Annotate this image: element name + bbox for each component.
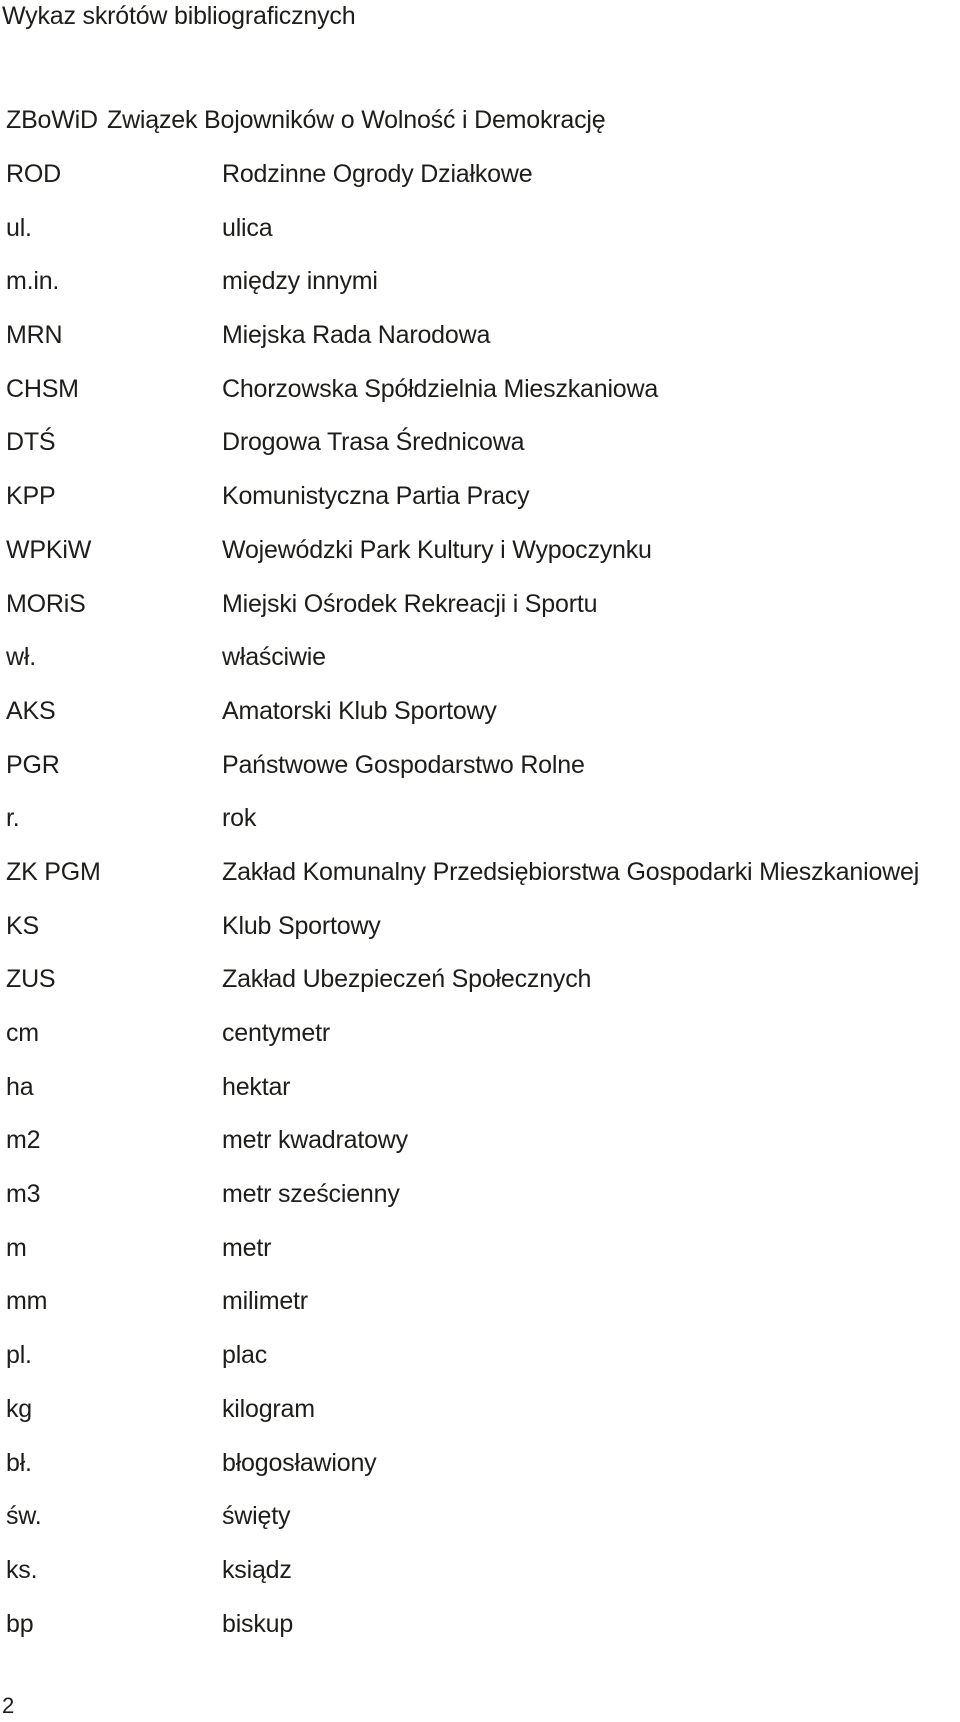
abbreviation: ks. bbox=[6, 1555, 38, 1584]
abbreviation-entry bbox=[6, 910, 919, 964]
abbreviation: MRN bbox=[6, 321, 63, 350]
abbreviation-entry bbox=[6, 1124, 919, 1178]
abbreviation: wł. bbox=[6, 643, 36, 672]
abbreviation: m2 bbox=[6, 1126, 41, 1155]
abbreviation: mm bbox=[6, 1287, 48, 1316]
abbreviation-entry bbox=[6, 104, 605, 136]
abbreviation-entry bbox=[6, 1393, 919, 1447]
abbreviation-expansion: Zakład Ubezpieczeń Społecznych bbox=[222, 965, 592, 994]
abbreviation: CHSM bbox=[6, 374, 79, 403]
abbreviation: KS bbox=[6, 911, 39, 940]
abbreviation-expansion: Chorzowska Spółdzielnia Mieszkaniowa bbox=[222, 374, 659, 403]
abbreviation-entry bbox=[6, 373, 919, 427]
abbreviation-entry bbox=[6, 856, 919, 910]
abbreviation-entry bbox=[6, 480, 919, 534]
abbreviation-expansion: Wojewódzki Park Kultury i Wypoczynku bbox=[222, 535, 652, 564]
abbreviation: ha bbox=[6, 1072, 34, 1101]
abbreviation-expansion: metr kwadratowy bbox=[222, 1126, 408, 1155]
abbreviation-entry bbox=[6, 1608, 919, 1662]
abbreviation-expansion: biskup bbox=[222, 1609, 294, 1638]
abbreviation-expansion: plac bbox=[222, 1341, 268, 1370]
abbreviation: pl. bbox=[6, 1341, 32, 1370]
abbreviation: cm bbox=[6, 1019, 39, 1047]
abbreviation-expansion: kilogram bbox=[222, 1394, 315, 1423]
abbreviation-entry bbox=[6, 1500, 919, 1554]
abbreviation-expansion: Miejski Ośrodek Rekreacji i Sportu bbox=[222, 589, 598, 618]
abbreviation: ul. bbox=[6, 213, 32, 242]
abbreviation-expansion: Klub Sportowy bbox=[222, 911, 381, 940]
abbreviation-expansion: Związek Bojowników o Wolność i Demokrację bbox=[107, 106, 606, 134]
abbreviation-entry bbox=[6, 695, 919, 749]
abbreviation-expansion: Miejska Rada Narodowa bbox=[222, 321, 491, 350]
abbreviation: MORiS bbox=[6, 589, 86, 618]
abbreviation-expansion: metr sześcienny bbox=[222, 1180, 400, 1209]
abbreviation-entry bbox=[6, 158, 919, 212]
abbreviation-entry bbox=[6, 534, 919, 588]
abbreviation-expansion: Państwowe Gospodarstwo Rolne bbox=[222, 750, 585, 779]
abbreviation: m.in. bbox=[6, 267, 60, 296]
abbreviation-expansion: milimetr bbox=[222, 1287, 308, 1316]
abbreviation: bp bbox=[6, 1609, 34, 1638]
abbreviation-entry bbox=[6, 1447, 919, 1501]
abbreviation-expansion: błogosławiony bbox=[222, 1448, 377, 1477]
abbreviation-expansion: Drogowa Trasa Średnicowa bbox=[222, 428, 525, 457]
abbreviation-expansion: metr bbox=[222, 1233, 272, 1262]
abbreviation: PGR bbox=[6, 750, 60, 779]
abbreviation-expansion: Zakład Komunalny Przedsiębiorstwa Gospodarki Mieszkaniowej bbox=[222, 857, 920, 886]
abbreviation-entry bbox=[6, 265, 919, 319]
abbreviation-expansion: właściwie bbox=[222, 643, 326, 672]
abbreviation-expansion: ulica bbox=[222, 213, 273, 242]
abbreviation-entry bbox=[6, 588, 919, 642]
abbreviation: kg bbox=[6, 1394, 33, 1423]
abbreviation: ROD bbox=[6, 160, 61, 188]
abbreviation-entry bbox=[6, 319, 919, 373]
abbreviation: KPP bbox=[6, 482, 56, 511]
abbreviation: ZBoWiD bbox=[6, 106, 98, 134]
abbreviation-entry bbox=[6, 1017, 919, 1071]
abbreviation-entry bbox=[6, 426, 919, 480]
page-title: Wykaz skrótów bibliograficznych bbox=[2, 2, 356, 30]
abbreviation: DTŚ bbox=[6, 428, 56, 457]
abbreviation-expansion: Komunistyczna Partia Pracy bbox=[222, 482, 530, 511]
abbreviation-entry bbox=[6, 1339, 919, 1393]
page-number: 2 bbox=[2, 1693, 15, 1718]
abbreviation-entry bbox=[6, 1178, 919, 1232]
abbreviation-entry bbox=[6, 802, 919, 856]
abbreviation: m3 bbox=[6, 1180, 41, 1209]
abbreviation-expansion: rok bbox=[222, 804, 257, 833]
abbreviation-expansion: centymetr bbox=[222, 1019, 330, 1047]
abbreviation: bł. bbox=[6, 1448, 32, 1477]
abbreviation: r. bbox=[6, 804, 20, 833]
abbreviation-list bbox=[6, 158, 919, 1661]
abbreviation: ZK PGM bbox=[6, 857, 101, 886]
abbreviation: m bbox=[6, 1233, 27, 1262]
abbreviation-entry bbox=[6, 212, 919, 266]
abbreviation-expansion: hektar bbox=[222, 1072, 291, 1101]
abbreviation: św. bbox=[6, 1502, 42, 1531]
abbreviation-entry bbox=[6, 1554, 919, 1608]
abbreviation-entry bbox=[6, 1285, 919, 1339]
abbreviation: AKS bbox=[6, 696, 56, 725]
abbreviation-expansion: Amatorski Klub Sportowy bbox=[222, 696, 497, 725]
abbreviation: WPKiW bbox=[6, 535, 92, 564]
abbreviation-entry bbox=[6, 641, 919, 695]
abbreviation-entry bbox=[6, 1071, 919, 1125]
abbreviation-expansion: święty bbox=[222, 1502, 291, 1531]
abbreviation: ZUS bbox=[6, 965, 56, 994]
abbreviation-expansion: ksiądz bbox=[222, 1555, 292, 1584]
abbreviation-expansion: Rodzinne Ogrody Działkowe bbox=[222, 160, 533, 188]
abbreviation-entry bbox=[6, 963, 919, 1017]
abbreviation-entry bbox=[6, 749, 919, 803]
abbreviation-entry bbox=[6, 1232, 919, 1286]
abbreviation-expansion: między innymi bbox=[222, 267, 378, 296]
